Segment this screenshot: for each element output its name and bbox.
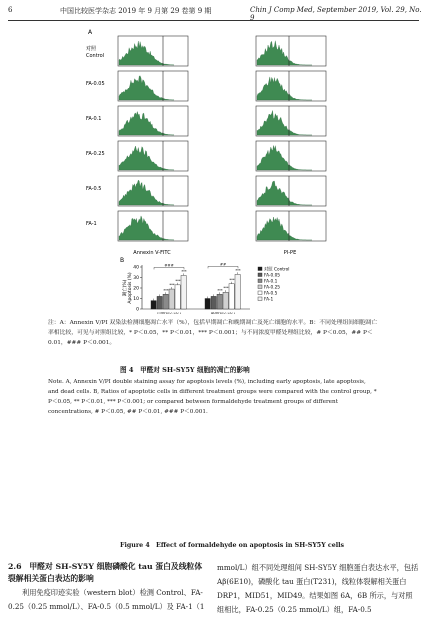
caption-note-en: Note. A, Annexin V/PI double staining assay for apoptosis levels (%), including early apoptosis, late apoptosis, and dead cells. B, Ratios of apoptotic cells in different treatment groups were compared with the control group, * P＜0.05, ** P＜0.01, *** P＜0.001; or compared between formaldehyde treatment groups of different concentrations, # P＜0.05, ## P＜0.01, ### P＜0.001. xyxy=(48,379,377,415)
histogram-left xyxy=(119,146,174,170)
legend-label: FA-0.1 xyxy=(264,279,278,285)
bar-0-0 xyxy=(151,301,156,309)
group-label: FA-0.5 xyxy=(86,186,102,192)
legend-label: FA-0.5 xyxy=(264,291,278,297)
legend-swatch xyxy=(258,267,262,271)
figure-4-graphic xyxy=(0,24,427,314)
significance-mark: *** xyxy=(175,278,181,283)
group-label: FA-0.25 xyxy=(86,151,105,157)
significance-mark: *** xyxy=(229,277,235,282)
histogram-right xyxy=(257,217,312,240)
legend-swatch xyxy=(258,285,262,289)
bar-1-5 xyxy=(235,274,240,309)
journal-header-en: Chin J Comp Med, September 2019, Vol. 29, No. 9 xyxy=(250,6,422,22)
bar-1-0 xyxy=(205,299,210,310)
legend-label: FA-1 xyxy=(264,297,274,303)
section-heading: 2.6 甲醛对 SH-SY5Y 细胞磷酸化 tau 蛋白及线粒体裂解相关蛋白表达的影响 xyxy=(8,562,203,584)
histogram-right xyxy=(257,181,312,205)
significance-bracket xyxy=(208,266,238,268)
body-text-left: 利用免疫印迹实验（western blot）检测 Control、FA-0.25（0.25 mmol/L）、FA-0.5（0.5 mmol/L）及 FA-1（1 xyxy=(8,588,205,612)
significance-mark: *** xyxy=(223,286,229,291)
histogram-right xyxy=(257,111,312,136)
hash-mark: ### xyxy=(164,262,174,268)
legend-swatch xyxy=(258,273,262,277)
legend-label: 对照 Control xyxy=(264,267,290,273)
legend-label: FA-0.05 xyxy=(264,273,281,279)
y-tick-label: 10 xyxy=(133,297,139,303)
bar-1-3 xyxy=(223,292,228,309)
histogram-left xyxy=(119,180,174,205)
significance-mark: *** xyxy=(217,288,223,293)
legend-swatch xyxy=(258,279,262,283)
category-label xyxy=(211,311,236,314)
histogram-left xyxy=(119,112,174,136)
bar-1-4 xyxy=(229,284,234,309)
bar-1-2 xyxy=(217,294,222,309)
bar-1-1 xyxy=(211,296,216,309)
histogram-right xyxy=(257,41,312,65)
caption-title-cn: 图 4 甲醛对 SH-SY5Y 细胞的凋亡的影响 xyxy=(120,366,250,374)
x-axis-label-left: Annexin V-FITC xyxy=(133,250,171,256)
page-number: 6 xyxy=(8,6,13,14)
legend-swatch xyxy=(258,291,262,295)
significance-mark: *** xyxy=(181,269,187,274)
y-axis-label: Apoptosis (%) xyxy=(128,272,133,304)
bar-0-2 xyxy=(163,294,168,309)
significance-mark: *** xyxy=(169,283,175,288)
caption-title-en: Figure 4 Effect of formaldehyde on apoptosis in SH-SY5Y cells xyxy=(120,542,345,549)
bar-0-1 xyxy=(157,296,162,309)
figure-4 xyxy=(0,24,427,314)
y-tick-label: 0 xyxy=(136,307,139,313)
bar-0-4 xyxy=(175,285,180,309)
category-label xyxy=(157,311,182,314)
panel-b-label: B xyxy=(120,257,125,264)
apoptosis-bar-chart xyxy=(121,261,290,314)
flow-cytometry-histograms xyxy=(86,36,326,241)
group-label: FA-0.1 xyxy=(86,116,102,122)
hash-mark: ## xyxy=(219,261,227,267)
y-tick-label: 40 xyxy=(133,265,139,271)
bar-0-5 xyxy=(181,275,186,309)
legend-label: FA-0.25 xyxy=(264,285,281,291)
group-label: Control xyxy=(86,53,105,59)
bar-0-3 xyxy=(169,289,174,309)
histogram-left xyxy=(119,41,174,65)
journal-header-cn: 中国比较医学杂志 2019 年 9 月第 29 卷第 9 期 xyxy=(60,7,212,15)
histogram-right xyxy=(257,77,312,100)
significance-bracket xyxy=(154,267,184,269)
header-rule xyxy=(8,20,419,21)
legend-swatch xyxy=(258,297,262,301)
significance-mark: *** xyxy=(163,288,169,293)
histogram-right xyxy=(257,146,312,171)
group-label: FA-1 xyxy=(86,221,97,227)
group-label: FA-0.05 xyxy=(86,81,105,87)
body-text-right: mmol/L）组不同处理组间 SH-SY5Y 细胞蛋白表达水平，包括 Aβ(6E10)，磷酸化 tau 蛋白(T231)，线粒体裂解相关蛋白 DRP1，MID51，MID49。结果如图 6A，6B 所示，与对照组相比，FA-0.25（0.25 mmol/L）组，FA-0.5 xyxy=(217,563,419,615)
group-label: 对照 xyxy=(86,46,97,52)
significance-mark: *** xyxy=(235,268,241,273)
panel-a-label: A xyxy=(88,29,93,36)
y-tick-label: 20 xyxy=(133,286,139,292)
histogram-left xyxy=(119,216,174,240)
y-axis-label: 凋亡(%) xyxy=(123,279,128,297)
histogram-left xyxy=(119,76,174,100)
caption-note-cn: 注：A：Annexin V/PI 双染法检测细胞凋亡水平（%），包括早期凋亡和晚期凋亡及死亡细胞的水平。B：不同处理组间细胞凋亡率相比较，可见与对照组比较，* P＜0.05，** P＜0.01，*** P＜0.001；与不同浓度甲醛处理组比较，# P＜0.05，## P＜0.01，### P＜0.001。 xyxy=(48,320,378,347)
y-tick-label: 30 xyxy=(133,276,139,282)
x-axis-label-right: PI-PE xyxy=(283,250,297,256)
